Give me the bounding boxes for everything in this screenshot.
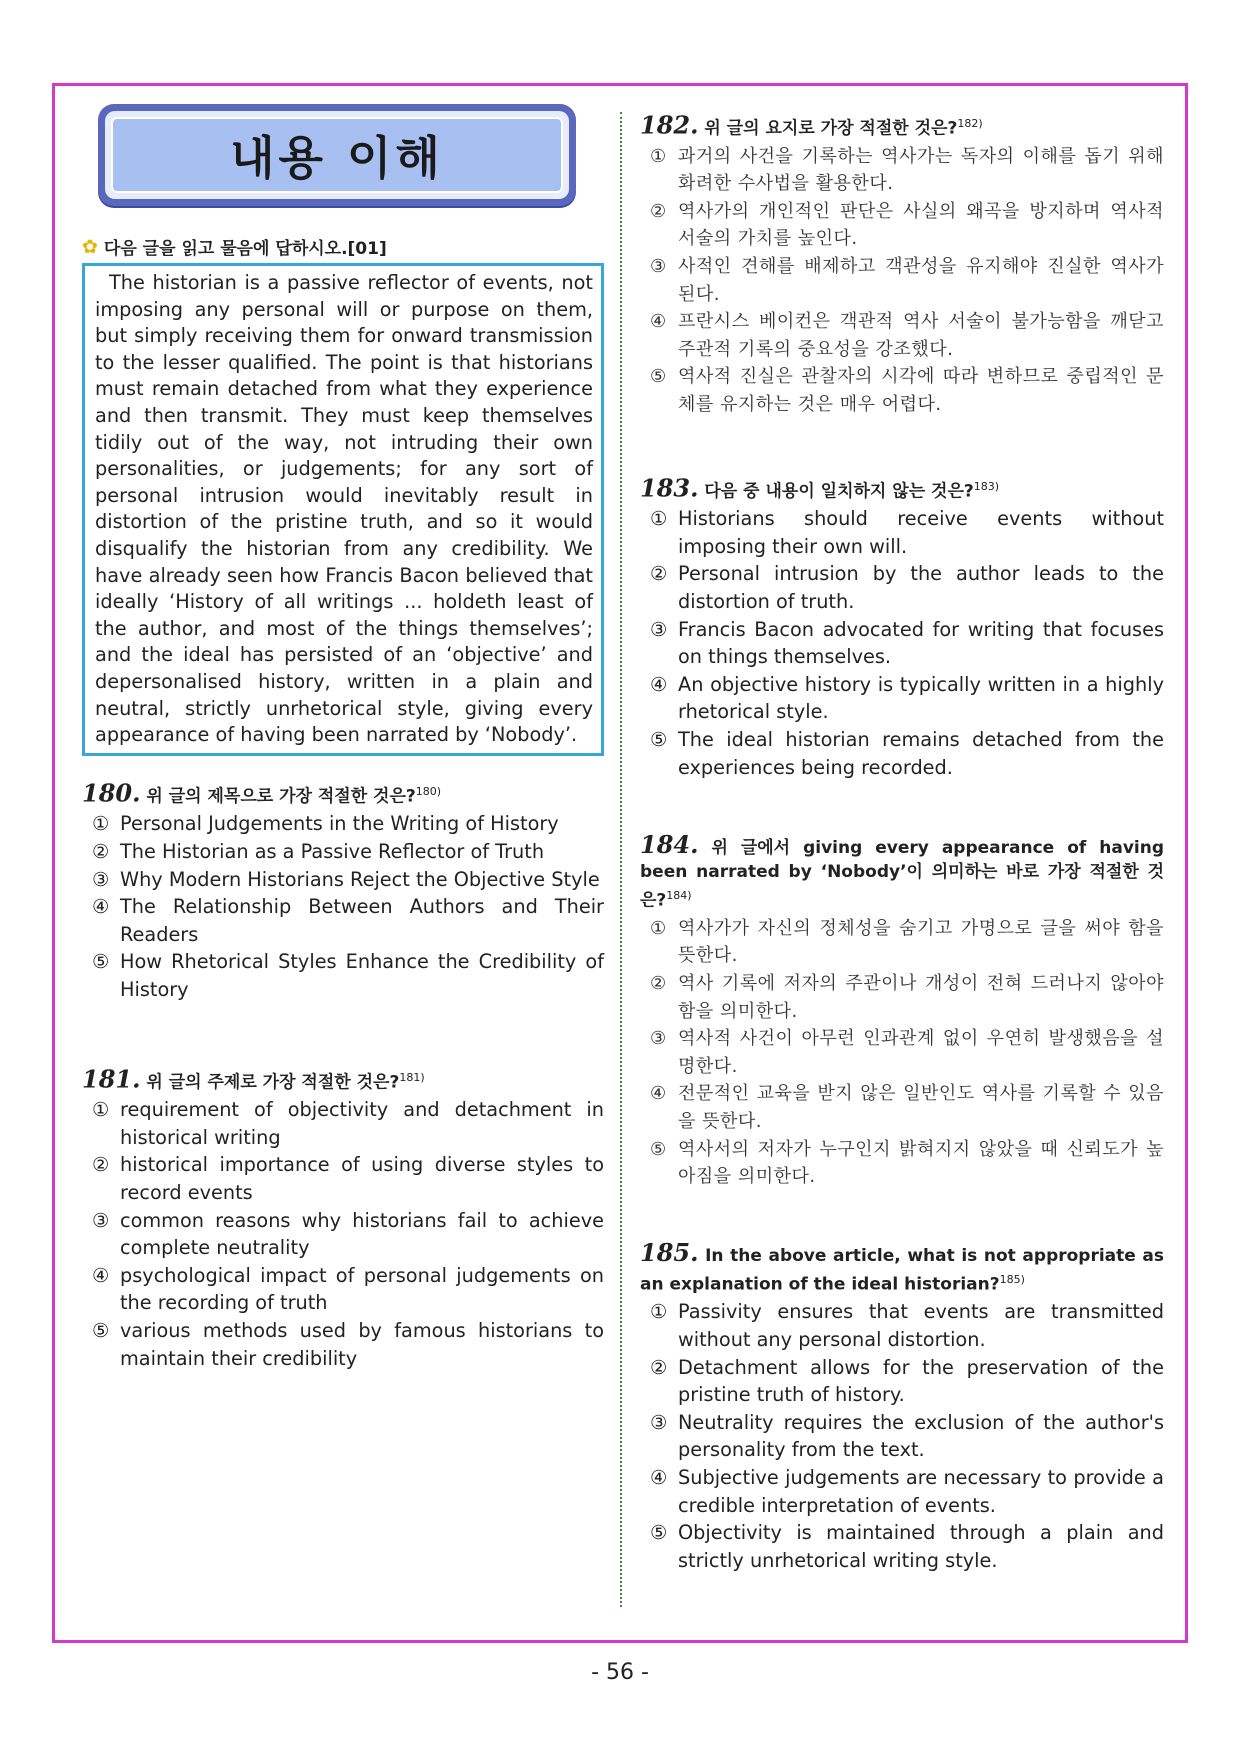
question-prompt: 위 글에서 giving every appearance of having been narrated by ‘Nobody’이 의미하는 바로 가장 적절한 것은? — [640, 838, 1164, 911]
question-182 — [640, 112, 1164, 419]
flower-icon: ✿ — [82, 235, 98, 258]
page-number: - 56 - — [591, 1660, 649, 1685]
question-number: 184. — [640, 830, 699, 860]
option-item[interactable]: ① Passivity ensures that events are transmitted without any personal distortion. — [650, 1300, 1164, 1352]
option-item[interactable]: ⑤ The ideal historian remains detached from the experiences being recorded. — [650, 728, 1164, 779]
option-item[interactable]: ① 과거의 사건을 기록하는 역사가는 독자의 이해를 돕기 위해 화려한 수사법을 활용한다. — [650, 145, 1164, 195]
right-column — [640, 112, 1164, 1574]
option-list — [82, 1096, 604, 1372]
question-number: 185. — [640, 1237, 699, 1267]
instruction — [82, 234, 604, 259]
left-column — [82, 104, 604, 1372]
section-title: 내용 이해 — [230, 131, 444, 185]
option-item[interactable]: ④ An objective history is typically written in a highly rhetorical style. — [650, 672, 1164, 724]
option-list — [640, 1298, 1164, 1574]
option-item[interactable]: ② 역사 기록에 저자의 주관이나 개성이 전혀 드러나지 않아야 함을 의미한다. — [650, 973, 1164, 1022]
question-185 — [640, 1237, 1165, 1575]
option-item[interactable]: ② The Historian as a Passive Reflector of Truth — [92, 839, 545, 863]
option-item[interactable]: ④ 전문적인 교육을 받지 않은 일반인도 역사를 기록할 수 있음을 뜻한다. — [650, 1083, 1164, 1132]
option-item[interactable]: ④ 프란시스 베이컨은 객관적 역사 서술이 불가능함을 깨닫고 주관적 기록의 중요성을 강조했다. — [650, 311, 1164, 360]
question-prompt: 위 글의 주제로 가장 적절한 것은? — [146, 1072, 400, 1093]
question-number: 183. — [640, 473, 699, 503]
footnote-ref: 181) — [399, 1070, 425, 1084]
option-item[interactable]: ③ Francis Bacon advocated for writing that focuses on things themselves. — [650, 617, 1164, 669]
option-item[interactable]: ③ Neutrality requires the exclusion of the author's personality from the text. — [650, 1410, 1164, 1462]
option-item[interactable]: ④ The Relationship Between Authors and Their Readers — [92, 895, 604, 946]
option-item[interactable]: ④ psychological impact of personal judgements on the recording of truth — [92, 1263, 604, 1315]
option-item[interactable]: ② historical importance of using diverse styles to record events — [92, 1153, 604, 1204]
question-183 — [640, 475, 1164, 782]
option-item[interactable]: ⑤ 역사서의 저자가 누구인지 밝혀지지 않았을 때 신뢰도가 높아짐을 의미한다. — [650, 1138, 1164, 1188]
option-item[interactable]: ① Historians should receive events without imposing their own will. — [650, 507, 1164, 558]
option-item[interactable]: ⑤ various methods used by famous historians to maintain their credibility — [92, 1318, 604, 1370]
section-title-banner — [98, 104, 576, 206]
option-item[interactable]: ① Personal Judgements in the Writing of History — [92, 812, 559, 836]
option-list — [640, 915, 1164, 1191]
option-item[interactable]: ② Detachment allows for the preservation of the pristine truth of history. — [650, 1355, 1164, 1407]
option-item[interactable]: ② 역사가의 개인적인 판단은 사실의 왜곡을 방지하며 역사적 서술의 가치를 높인다. — [650, 200, 1164, 250]
question-prompt: 다음 중 내용이 일치하지 않는 것은? — [704, 481, 974, 502]
option-list — [82, 810, 604, 1003]
option-list — [640, 143, 1164, 419]
question-180 — [82, 780, 604, 1004]
footnote-ref: 185) — [999, 1272, 1025, 1286]
question-prompt: In the above article, what is not appropriate as an explanation of the ideal historian? — [640, 1245, 1165, 1295]
option-list — [640, 505, 1164, 781]
option-item[interactable]: ③ common reasons why historians fail to achieve complete neutrality — [92, 1208, 604, 1260]
instruction-text: 다음 글을 읽고 물음에 답하시오.[01] — [103, 239, 387, 259]
option-item[interactable]: ② Personal intrusion by the author leads to the distortion of truth. — [650, 562, 1164, 614]
footnote-ref: 182) — [957, 117, 983, 130]
option-item[interactable]: ① requirement of objectivity and detachment in historical writing — [92, 1098, 604, 1149]
option-item[interactable]: ⑤ 역사적 진실은 관찰자의 시각에 따라 변하므로 중립적인 문체를 유지하는 것은 매우 어렵다. — [650, 366, 1164, 415]
passage-text: The historian is a passive reflector of events, not imposing any personal will or purpose on them, but simply receiving them for onward transmission to the lesser qualified. The point is that historians must remain detached from what they experience and then transmit. They must keep themselves tidily out of the way, not intruding their own personalities, or judgements; for any sort of personal intrusion would inevitably result in distortion of the pristine truth, and so it would disqualify the historian from any credibility. We have already seen how Francis Bacon believed that ideally ‘History of all writings ... holdeth least of the author, and most of the things themselves’; and the ideal has persisted of an ‘objective’ and depersonalised history, written in a plain and neutral, strictly unrhetorical style, giving every appearance of having been narrated by ‘Nobody’. — [95, 271, 593, 747]
question-181 — [82, 1066, 604, 1373]
footnote-ref: 184) — [666, 889, 692, 903]
footnote-ref: 180) — [415, 784, 442, 798]
footnote-ref: 183) — [973, 479, 1000, 493]
option-item[interactable]: ⑤ Objectivity is maintained through a plain and strictly unrhetorical writing style. — [650, 1521, 1164, 1572]
question-184 — [640, 830, 1164, 1191]
option-item[interactable]: ⑤ How Rhetorical Styles Enhance the Credibility of History — [92, 950, 604, 1001]
option-item[interactable]: ④ Subjective judgements are necessary to provide a credible interpretation of events. — [650, 1466, 1164, 1517]
option-item[interactable]: ③ Why Modern Historians Reject the Objective Style — [92, 867, 600, 891]
question-prompt: 위 글의 제목으로 가장 적절한 것은? — [146, 786, 416, 807]
option-item[interactable]: ③ 역사적 사건이 아무런 인과관계 없이 우연히 발생했음을 설명한다. — [650, 1028, 1164, 1077]
option-item[interactable]: ③ 사적인 견해를 배제하고 객관성을 유지해야 진실한 역사가 된다. — [650, 256, 1164, 305]
reading-passage — [82, 263, 604, 756]
column-divider — [620, 112, 622, 1607]
question-number: 182. — [640, 110, 699, 140]
option-item[interactable]: ① 역사가가 자신의 정체성을 숨기고 가명으로 글을 써야 함을 뜻한다. — [650, 917, 1164, 967]
question-number: 180. — [82, 778, 141, 808]
question-number: 181. — [82, 1064, 141, 1094]
question-prompt: 위 글의 요지로 가장 적절한 것은? — [704, 118, 958, 139]
